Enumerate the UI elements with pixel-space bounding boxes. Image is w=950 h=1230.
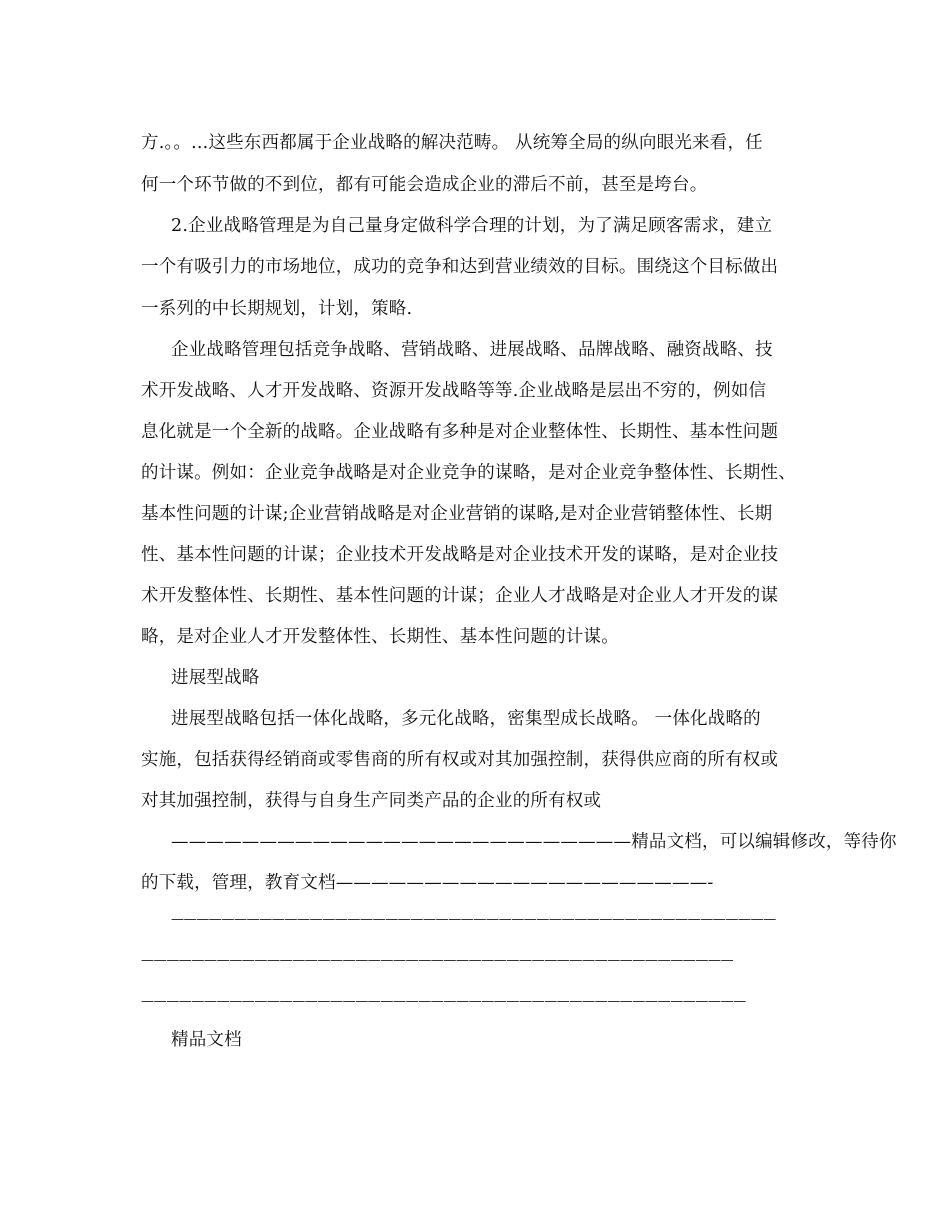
text-line: 息化就是一个全新的战略。企业战略有多种是对企业整体性、长期性、基本性问题 xyxy=(141,422,779,442)
text-line: 基本性问题的计谋;企业营销战略是对企业营销的谋略,是对企业营销整体性、长期 xyxy=(141,504,773,524)
watermark-line: 的下载，管理，教育文档—————————————————————- xyxy=(141,873,714,893)
text-line: 术开发战略、人才开发战略、资源开发战略等等.企业战略是层出不穷的，例如信 xyxy=(141,381,767,401)
text-line: 一个有吸引力的市场地位，成功的竞争和达到营业绩效的目标。围绕这个目标做出 xyxy=(141,257,779,277)
text-line: 对其加强控制，获得与自身生产同类产品的企业的所有权或 xyxy=(141,791,602,811)
text-line: 术开发整体性、长期性、基本性问题的计谋；企业人才战略是对企业人才开发的谋 xyxy=(141,586,779,606)
text-line: 2.企业战略管理是为自己量身定做科学合理的计划，为了满足顾客需求，建立 xyxy=(171,216,773,236)
section-heading: 进展型战略 xyxy=(171,668,260,688)
divider-line: ———————————————————————————————————————————————— xyxy=(171,912,776,927)
text-line: 性、基本性问题的计谋；企业技术开发战略是对企业技术开发的谋略，是对企业技 xyxy=(141,545,779,565)
divider-line: ———————————————————————————————————————————————— xyxy=(141,994,746,1009)
divider-line: ——————————————————————————————————————————————— xyxy=(141,953,734,968)
text-line: 企业战略管理包括竞争战略、营销战略、进展战略、品牌战略、融资战略、技 xyxy=(171,340,773,360)
text-line: 何一个环节做的不到位，都有可能会造成企业的滞后不前，甚至是垮台。 xyxy=(141,175,708,195)
text-line: 方.。。...这些东西都属于企业战略的解决范畴。 从统筹全局的纵向眼光来看，任 xyxy=(141,133,763,153)
text-line: 一系列的中长期规划，计划，策略. xyxy=(141,299,413,319)
text-line: 的计谋。例如：企业竞争战略是对企业竞争的谋略，是对企业竞争整体性、长期性、 xyxy=(141,463,796,483)
watermark-line: ——————————————————————————精品文档，可以编辑修改，等待你 xyxy=(171,832,897,852)
text-line: 实施，包括获得经销商或零售商的所有权或对其加强控制，获得供应商的所有权或 xyxy=(141,750,779,770)
footer-label: 精品文档 xyxy=(171,1030,242,1050)
text-line: 进展型战略包括一体化战略，多元化战略，密集型成长战略。 一体化战略的 xyxy=(171,709,761,729)
text-line: 略，是对企业人才开发整体性、长期性、基本性问题的计谋。 xyxy=(141,627,619,647)
